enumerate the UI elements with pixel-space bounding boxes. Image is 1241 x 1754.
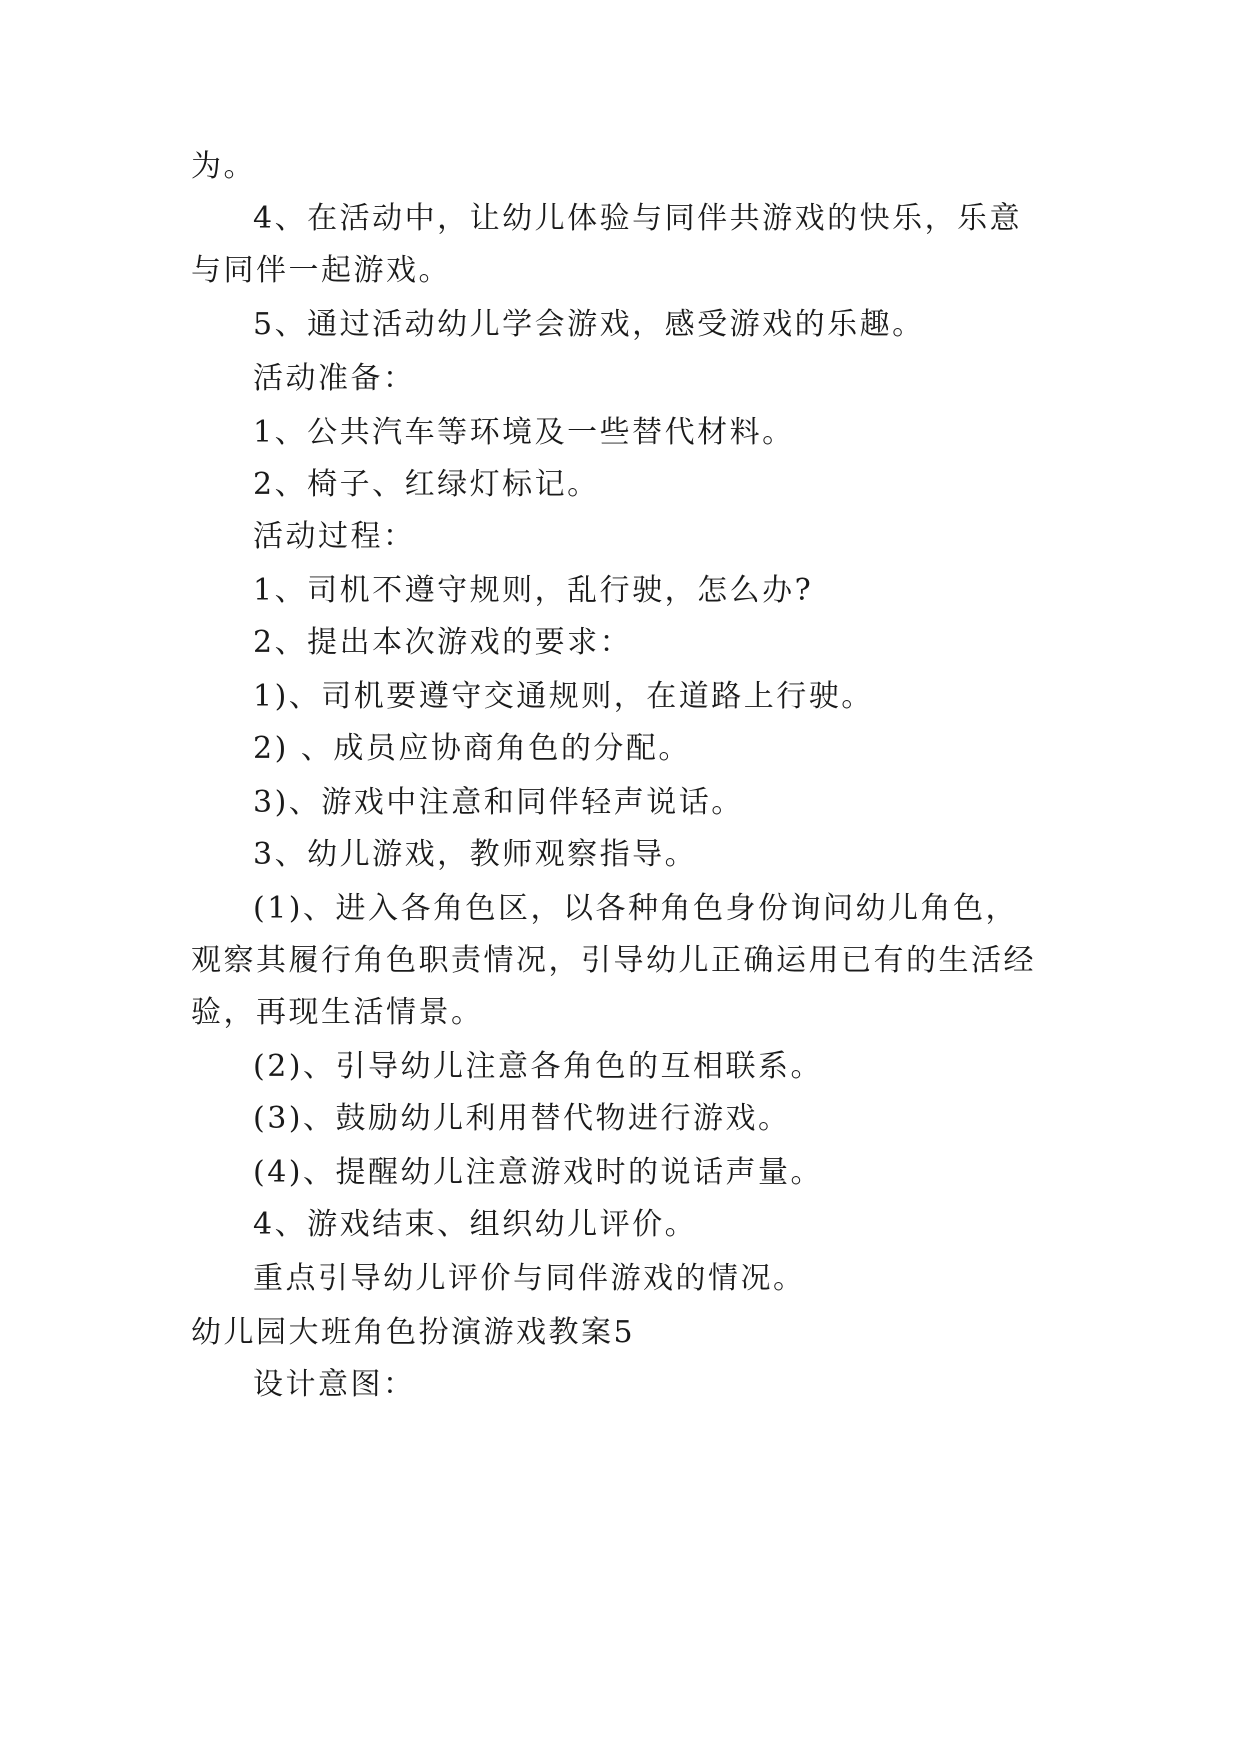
guidance-item-1-continuation: 观察其履行角色职责情况，引导幼儿正确运用已有的生活经 [191,943,1036,978]
section-title: 幼儿园大班角色扮演游戏教案5 [191,1315,636,1350]
goal-item-4: 4、在活动中，让幼儿体验与同伴共游戏的快乐，乐意 [253,201,1023,236]
process-item-2: 2、提出本次游戏的要求： [253,625,633,660]
requirement-item-3: 3)、游戏中注意和同伴轻声说话。 [253,785,744,820]
preparation-item-2: 2、椅子、红绿灯标记。 [253,467,600,502]
goal-item-4-continuation: 与同伴一起游戏。 [191,253,451,288]
preparation-item-1: 1、公共汽车等环境及一些替代材料。 [253,415,795,450]
requirement-item-2: 2) 、成员应协商角色的分配。 [253,731,691,766]
guidance-item-1-continuation-2: 验，再现生活情景。 [191,995,484,1030]
section-heading-preparation: 活动准备： [253,361,416,396]
paragraph-continuation: 为。 [191,149,256,184]
guidance-item-3: (3)、鼓励幼儿利用替代物进行游戏。 [253,1101,791,1136]
section-heading-design-intent: 设计意图： [253,1367,416,1402]
guidance-item-1: (1)、进入各角色区，以各种角色身份询问幼儿角色， [253,891,1018,926]
guidance-item-2: (2)、引导幼儿注意各角色的互相联系。 [253,1049,823,1084]
goal-item-5: 5、通过活动幼儿学会游戏，感受游戏的乐趣。 [253,307,925,342]
guidance-item-4: (4)、提醒幼儿注意游戏时的说话声量。 [253,1155,823,1190]
evaluation-note: 重点引导幼儿评价与同伴游戏的情况。 [253,1261,806,1296]
process-item-3: 3、幼儿游戏，教师观察指导。 [253,837,698,872]
section-heading-process: 活动过程： [253,519,416,554]
process-item-4: 4、游戏结束、组织幼儿评价。 [253,1207,698,1242]
process-item-1: 1、司机不遵守规则，乱行驶，怎么办? [253,573,814,608]
requirement-item-1: 1)、司机要遵守交通规则，在道路上行驶。 [253,679,874,714]
